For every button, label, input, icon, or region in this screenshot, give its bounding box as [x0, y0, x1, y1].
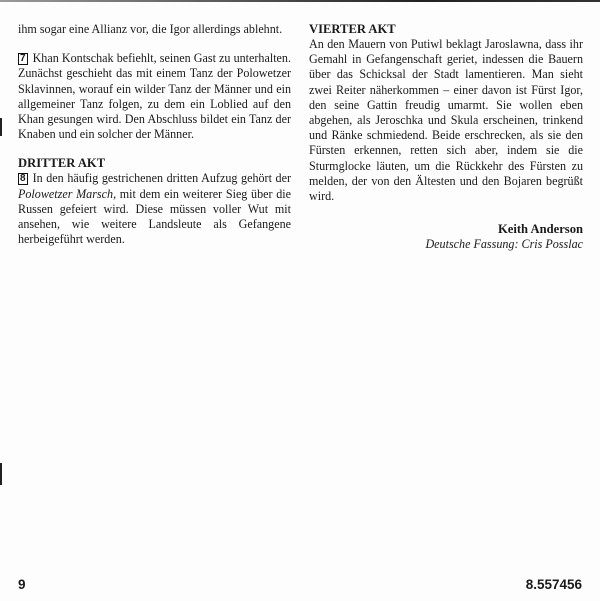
binding-edge-mark: [0, 118, 2, 136]
signature-block: [309, 221, 583, 252]
right-column: [309, 22, 583, 252]
track-number-badge: 8: [20, 173, 26, 185]
author-name: Keith Anderson: [497, 222, 583, 237]
intro-paragraph: ihm sogar eine Allianz vor, die Igor allerdings ablehnt.: [18, 22, 283, 36]
act-4-heading: VIERTER AKT: [309, 22, 396, 36]
section-7-text: Khan Kontschak befiehlt, seinen Gast zu unterhalten. Zunächst geschieht das mit einem Tanz der Polowetzer Sklavinnen, worauf ein wilder Tanz der Männer und ein allgemeiner Tanz folgen, zu dem ein Loblied auf den Khan gesungen wird. Den Abschluss bildet ein Tanz der Knaben und ein solcher der Männer.: [18, 51, 291, 142]
act-3-paragraph: [18, 171, 291, 247]
page-number: 9: [18, 577, 26, 592]
translation-credit: Deutsche Fassung: Cris Posslac: [425, 237, 583, 252]
section-7-paragraph: [18, 51, 291, 142]
act-3-text-before: In den häufig gestrichenen dritten Aufzug gehört der: [32, 171, 291, 186]
act-3-heading: DRITTER AKT: [18, 156, 106, 171]
track-number-badge: 7: [20, 53, 26, 65]
catalog-number: 8.557456: [525, 577, 582, 592]
act-3-text-after: , mit dem ein weiterer Sieg über die Russen gefeiert wird. Diese müssen voller Wut mit ansehen, wie weitere Landsleute als Gefangene herbeigeführt werden.: [18, 186, 291, 247]
top-border-rule: [0, 0, 600, 2]
binding-edge-mark: [0, 473, 2, 485]
left-column: [18, 22, 291, 247]
act-4-paragraph: An den Mauern von Putiwl beklagt Jaroslawna, dass ihr Gemahl in Gefangenschaft geriet, indessen die Bauern über das Schicksal der Stadt lamentieren. Man sieht zwei Reiter näherkommen – einer davon ist Fürst Igor, den seine Gattin freudig umarmt. Sie wollen eben abgehen, als Jeroschka und Skula erscheinen, trinkend und Ränke schmiedend. Beide erschrecken, als sie den Fürsten erkennen, retten sich aber, indem sie die Sturmglocke läuten, um die Rückkehr des Fürsten zu melden, der von den Ältesten und den Bojaren begrüßt wird.: [309, 37, 583, 204]
polowetzer-marsch-title: Polowetzer Marsch: [18, 186, 114, 201]
